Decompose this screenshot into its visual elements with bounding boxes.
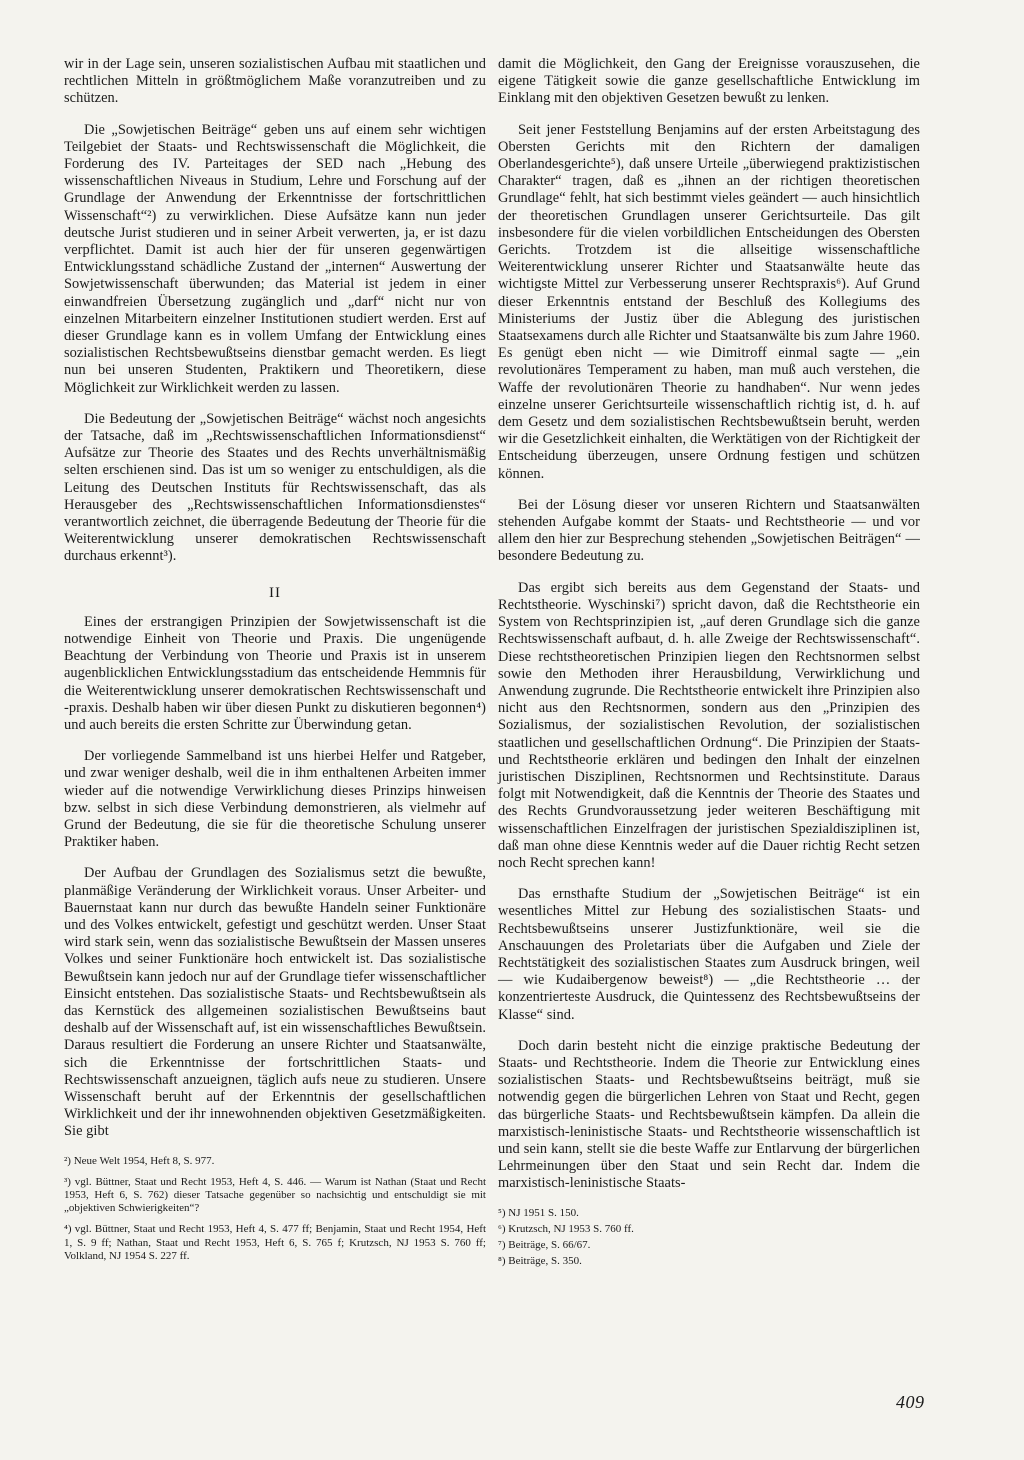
paragraph: Seit jener Feststellung Benjamins auf der ersten Arbeitstagung des Obersten Gerichts mit den Richtern der damaligen Oberlandesgerichte⁵), daß unsere Urteile „überwiegend praktizistischen Charakter“ tragen, daß es „ihnen an der richtigen theoretischen Grundlage“ fehlt, hat sich bestimmt vieles geändert — auch hinsichtlich der theoretischen Grundlagen unserer Gerichtsurteile. Das gilt insbesondere für die vielen vorbildlichen Entscheidungen des Obersten Gerichts. Trotzdem ist die allseitige wissenschaftliche Weiterentwicklung unserer Richter und Staatsanwälte heute das wichtigste Mittel zur Verbesserung unserer Rechtspraxis⁶). Auf Grund dieser Erkenntnis entstand der Beschluß des Kollegiums des Ministeriums der Justiz über die Ablegung des juristischen Staatsexamens durch alle Richter und Staatsanwälte bis zum Jahre 1960. Es genügt eben nicht — wie Dimitroff einmal sagte — „ein revolutionäres Temperament zu haben, man muß auch verstehen, die Waffe der revolutionären Theorie zu handhaben“. Nur wenn jedes einzelne unserer Gerichtsurteile wissenschaftlich richtig ist, d. h. auf dem Gesetz und dem sozialistischen Rechtsbewußtsein beruht, werden wir die Gesetzlichkeit einhalten, die Werktätigen von der Richtigkeit der Entscheidung überzeugen, unsere Ordnung festigen und schützen können.: [498, 121, 920, 482]
footnote: ⁴) vgl. Büttner, Staat und Recht 1953, Heft 4, S. 477 ff; Benjamin, Staat und Recht 1954, Heft 1, S. 9 ff; Nathan, Staat und Recht 1953, Heft 6, S. 765 f; Krutzsch, NJ 1953 S. 760 ff; Volkland, NJ 1954 S. 227 ff.: [64, 1223, 486, 1262]
paragraph: damit die Möglichkeit, den Gang der Ereignisse vorauszusehen, die eigene Tätigkeit sowie die ganze gesellschaftliche Entwicklung im Einklang mit den objektiven Gesetzen bewußt zu lenken.: [498, 56, 920, 107]
footnote: ⁸) Beiträge, S. 350.: [498, 1255, 582, 1268]
paragraph: Die „Sowjetischen Beiträge“ geben uns auf einem sehr wichtigen Teilgebiet der Staats- und Rechtswissenschaft die Möglichkeit, die Forderung des IV. Parteitages der SED nach „Hebung des wissenschaftlichen Niveaus in Studium, Lehre und Forschung auf der Grundlage der Anwendung der Erkenntnisse der fortschrittlichen Wissenschaft“²) zu verwirklichen. Diese Aufsätze kann nun jeder deutsche Jurist studieren und in seiner Arbeit verwerten, ja, er ist dazu verpflichtet. Damit ist auch hier der für unseren gegenwärtigen Entwicklungsstand schädliche Zustand der „internen“ Auswertung der Sowjetwissenschaft überwunden; das Material ist jedem in einer einwandfreien Übersetzung zugänglich und „darf“ nicht nur von einzelnen Mitarbeitern einzelner Institutionen studiert werden. Erst auf dieser Grundlage kann es in vollem Umfang der Entwicklung eines sozialistischen Rechtsbewußtseins dienstbar gemacht werden. Es liegt nun bei unseren Studenten, Praktikern und Theoretikern, diese Möglichkeit zur Wirklichkeit werden zu lassen.: [64, 121, 486, 396]
footnote: ³) vgl. Büttner, Staat und Recht 1953, Heft 4, S. 446. — Warum ist Nathan (Staat und Recht 1953, Heft 6, S. 762) dieser Tatsache gegenüber so nachsichtig und entschuldigt sie mit „objektiven Schwierigkeiten“?: [64, 1175, 486, 1215]
footnotes-left: [64, 1155, 486, 1263]
paragraph: Doch darin besteht nicht die einzige praktische Bedeutung der Staats- und Rechtstheorie. Indem die Theorie zur Entwicklung eines sozialistischen Staats- und Rechtsbewußtseins beiträgt, muß sie notwendig gegen die bürgerlichen Lehren von Staat und Recht, gegen das bürgerliche Staats- und Rechtsbewußtsein kämpfen. Da allein die marxistisch-leninistische Staats- und Rechtstheorie wissenschaftlich ist und sein kann, stellt sie die beste Waffe zur Entlarvung der bürgerlichen Lehrmeinungen über den Staat und sein Recht dar. Indem die marxistisch-leninistische Staats-: [498, 1037, 920, 1192]
paragraph: Die Bedeutung der „Sowjetischen Beiträge“ wächst noch angesichts der Tatsache, daß im „Rechtswissenschaftlichen Informationsdienst“ Aufsätze zur Theorie des Staates und des Rechts unverhältnismäßig selten erschienen sind. Das ist um so weniger zu entschuldigen, als die Leitung des Deutschen Instituts für Rechtswissenschaft, das als Herausgeber des „Rechtswissenschaftlichen Informationsdienstes“ verantwortlich zeichnet, die überragende Bedeutung der Theorie für die Weiterentwicklung unserer demokratischen Rechtswissenschaft durchaus erkennt³).: [64, 410, 486, 565]
paragraph: Das ergibt sich bereits aus dem Gegenstand der Staats- und Rechtstheorie. Wyschinski⁷) spricht davon, daß die Rechtstheorie ein System von Rechtsprinzipien ist, „auf deren Grundlage sich die ganze Rechtswissenschaft aufbaut, d. h. alle Zweige der Rechtswissenschaft“. Diese rechtstheoretischen Prinzipien liegen den Rechtsnormen selbst sowie den Methoden ihrer Herausbildung, Verwirklichung und Anwendung zugrunde. Die Rechtstheorie entwickelt ihre Prinzipien also nicht aus den Rechtsnormen, sondern aus den „Prinzipien des Sozialismus, der sozialistischen Revolution, der sozialistischen staatlichen und gesellschaftlichen Ordnung“. Die Prinzipien der Staats- und Rechtstheorie erklären und bedingen den Inhalt der einzelnen juristischen Disziplinen, Rechtsnormen und Rechtsinstitute. Daraus folgt mit Notwendigkeit, daß die Kenntnis der Theorie des Staates und des Rechts Grundvoraussetzung jeder weiteren Beschäftigung mit wissenschaftlichen Einzelfragen der juristischen Spezialdisziplinen ist, daß man ohne diese Kenntnis weder auf die Dauer richtig Recht setzen noch Recht sprechen kann!: [498, 579, 920, 871]
paragraph: Eines der erstrangigen Prinzipien der Sowjetwissenschaft ist die notwendige Einheit von Theorie und Praxis. Die ungenügende Beachtung der Verbindung von Theorie und Praxis ist in unserem augenblicklichen Entwicklungsstadium das entscheidende Hemmnis für die Weiterentwicklung unserer demokratischen Rechtswissenschaft und -praxis. Deshalb haben wir über diesen Punkt zu diskutieren begonnen⁴) und auch bereits die ersten Schritte zur Überwindung getan.: [64, 613, 486, 733]
paragraph: Der vorliegende Sammelband ist uns hierbei Helfer und Ratgeber, und zwar weniger deshalb, weil die in ihm enthaltenen Arbeiten immer wieder auf die notwendige Verwirklichung dieses Prinzips hinweisen bzw. selbst in sich diese Verbindung demonstrieren, als vielmehr auf Grund der Bedeutung, die sie für die theoretische Schulung unserer Praktiker haben.: [64, 748, 486, 851]
page-number: 409: [896, 1392, 925, 1412]
section-heading: II: [269, 584, 281, 601]
footnote: ²) Neue Welt 1954, Heft 8, S. 977.: [64, 1154, 215, 1167]
footnotes-right: [498, 1207, 920, 1269]
right-column: [498, 56, 920, 1271]
footnote: ⁷) Beiträge, S. 66/67.: [498, 1239, 591, 1251]
left-column: [64, 56, 486, 1271]
paragraph: Der Aufbau der Grundlagen des Sozialismus setzt die bewußte, planmäßige Veränderung der Wirklichkeit voraus. Unser Arbeiter- und Bauernstaat kann nur durch das bewußte Handeln seiner Funktionäre und des Volkes entwickelt, gefestigt und geschützt werden. Unser Staat wird stark sein, wenn das sozialistische Bewußtsein der Massen unseres Volkes und seiner Funktionäre hoch entwickelt ist. Das sozialistische Bewußtsein kann jedoch nur auf der Grundlage tiefer wissenschaftlicher Einsicht entstehen. Das sozialistische Staats- und Rechtsbewußtsein als das Kernstück des allgemeinen sozialistischen Bewußtseins baut deshalb auf der Wissenschaft auf, ist ein wissenschaftliches Bewußtsein. Daraus resultiert die Forderung an unsere Richter und Staatsanwälte, sich die Erkenntnisse der fortschrittlichen Staats- und Rechtswissenschaft anzueignen, täglich aufs neue zu studieren. Unsere Wissenschaft beruht auf der Erkenntnis der gesellschaftlichen Wirklichkeit und der ihr innewohnenden objektiven Gesetzmäßigkeiten. Sie gibt: [64, 865, 486, 1140]
paragraph: Bei der Lösung dieser vor unseren Richtern und Staatsanwälten stehenden Aufgabe kommt der Staats- und Rechtstheorie — und vor allem den hier zur Besprechung stehenden „Sowjetischen Beiträgen“ — besondere Bedeutung zu.: [498, 496, 920, 565]
footnote: ⁶) Krutzsch, NJ 1953 S. 760 ff.: [498, 1222, 634, 1235]
paragraph: wir in der Lage sein, unseren sozialistischen Aufbau mit staatlichen und rechtlichen Mitteln in größtmöglichem Maße voranzutreiben und zu schützen.: [64, 56, 486, 107]
footnote: ⁵) NJ 1951 S. 150.: [498, 1206, 579, 1219]
paragraph: Das ernsthafte Studium der „Sowjetischen Beiträge“ ist ein wesentliches Mittel zur Hebung des sozialistischen Staats- und Rechtsbewußtseins unserer Justizfunktionäre, weil sie die Anschauungen des Proletariats über die Aufgaben und Ziele der Rechtstätigkeit des sozialistischen Staates zum Ausdruck bringen, weil — wie Kudaibergenow beweist⁸) — „die Rechtstheorie … der konzentrierteste Ausdruck, die Quintessenz des Rechtsbewußtseins der Klasse“ sind.: [498, 886, 920, 1023]
